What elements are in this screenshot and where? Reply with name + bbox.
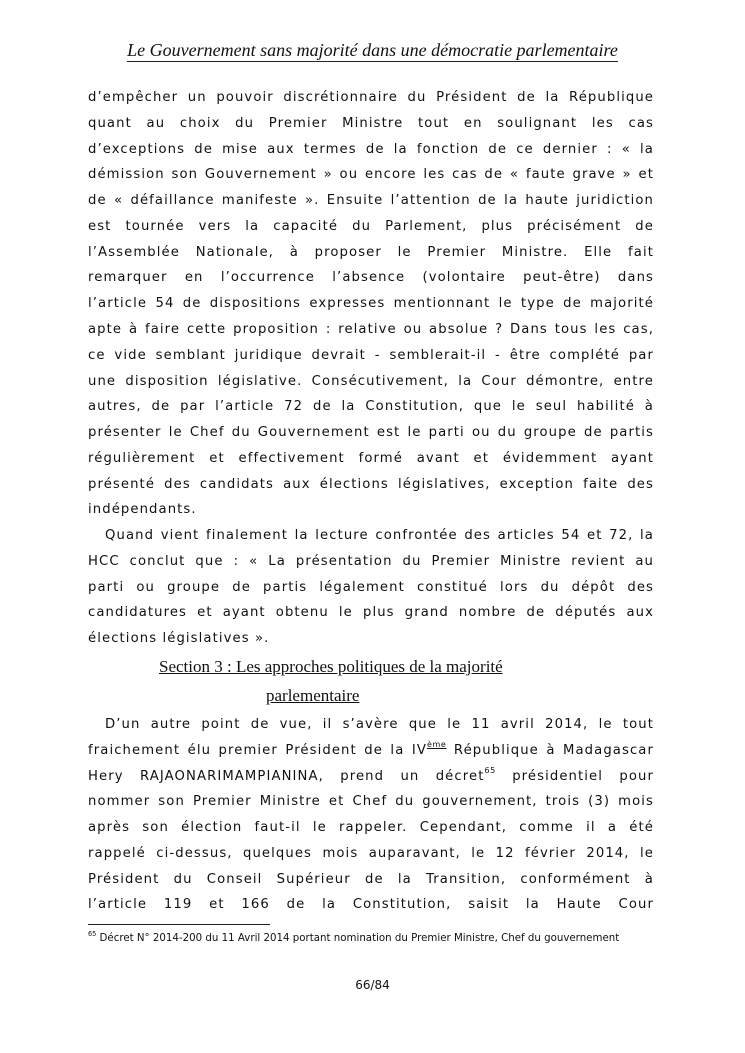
text-line: ce vide semblant juridique devrait - semblerait-il - être complété par bbox=[88, 348, 654, 363]
footnote-text: Décret N° 2014-200 du 11 Avril 2014 portant nomination du Premier Ministre, Chef du gouvernement bbox=[96, 931, 620, 944]
text-line: présenté des candidats aux élections législatives, exception faite des bbox=[88, 477, 654, 492]
running-header bbox=[0, 40, 745, 61]
text-line: autres, de par l’article 72 de la Constitution, que le seul habilité à bbox=[88, 399, 654, 414]
section-heading: Section 3 : Les approches politiques de la majorité bbox=[159, 657, 503, 676]
text-run: Hery RAJAONARIMAMPIANINA, prend un décret bbox=[88, 769, 485, 784]
text-line: l’Assemblée Nationale, à proposer le Premier Ministre. Elle fait bbox=[88, 245, 654, 260]
text-run: République à Madagascar bbox=[446, 743, 654, 758]
text-line: élections législatives ». bbox=[88, 631, 270, 646]
text-line: d’exceptions de mise aux termes de la fonction de ce dernier : « la bbox=[88, 142, 654, 157]
text-line bbox=[88, 742, 654, 760]
text-line: candidatures et ayant obtenu le plus grand nombre de députés aux bbox=[88, 605, 654, 620]
footnote bbox=[88, 931, 619, 944]
running-header-title: Le Gouvernement sans majorité dans une démocratie parlementaire bbox=[127, 40, 618, 60]
text-line: une disposition législative. Consécutivement, la Cour démontre, entre bbox=[88, 374, 654, 389]
text-line: D’un autre point de vue, il s’avère que le 11 avril 2014, le tout bbox=[105, 717, 654, 732]
superscript: ème bbox=[426, 740, 447, 749]
section-heading-continued: parlementaire bbox=[266, 686, 360, 705]
text-line: apte à faire cette proposition : relative ou absolue ? Dans tous les cas, bbox=[88, 322, 654, 337]
text-line: de « défaillance manifeste ». Ensuite l’attention de la haute juridiction bbox=[88, 193, 654, 208]
text-line: l’article 119 et 166 de la Constitution, saisit la Haute Cour bbox=[88, 897, 654, 912]
text-run: présidentiel pour bbox=[495, 769, 654, 784]
text-line: Président du Conseil Supérieur de la Transition, conformément à bbox=[88, 872, 654, 887]
text-line: parti ou groupe de partis légalement constitué lors du dépôt des bbox=[88, 580, 654, 595]
text-run: fraichement élu premier Président de la IV bbox=[88, 743, 427, 758]
text-line bbox=[88, 768, 654, 786]
footnote-reference[interactable]: 65 bbox=[484, 766, 496, 775]
text-line: régulièrement et effectivement formé avant et évidemment ayant bbox=[88, 451, 654, 466]
text-line: nommer son Premier Ministre et Chef du gouvernement, trois (3) mois bbox=[88, 794, 654, 809]
text-line: remarquer en l’occurrence l’absence (volontaire peut-être) dans bbox=[88, 270, 654, 285]
text-line: présenter le Chef du Gouvernement est le parti ou du groupe de partis bbox=[88, 425, 654, 440]
footnote-number: 65 bbox=[88, 930, 97, 938]
text-line: est tournée vers la capacité du Parlement, plus précisément de bbox=[88, 219, 654, 234]
text-line: d’empêcher un pouvoir discrétionnaire du Président de la République bbox=[88, 90, 654, 105]
text-line: rappelé ci-dessus, quelques mois auparavant, le 12 février 2014, le bbox=[88, 846, 654, 861]
footnote-separator bbox=[88, 924, 270, 925]
text-line: indépendants. bbox=[88, 502, 197, 517]
text-line: l’article 54 de dispositions expresses mentionnant le type de majorité bbox=[88, 296, 654, 311]
text-line: démission son Gouvernement » ou encore les cas de « faute grave » et bbox=[88, 167, 654, 182]
text-line: HCC conclut que : « La présentation du Premier Ministre revient au bbox=[88, 554, 654, 569]
text-line: quant au choix du Premier Ministre tout en soulignant les cas bbox=[88, 116, 654, 131]
page-number: 66/84 bbox=[355, 978, 390, 992]
text-line: après son élection faut-il le rappeler. Cependant, comme il a été bbox=[88, 820, 654, 835]
text-line: Quand vient finalement la lecture confrontée des articles 54 et 72, la bbox=[105, 528, 654, 543]
